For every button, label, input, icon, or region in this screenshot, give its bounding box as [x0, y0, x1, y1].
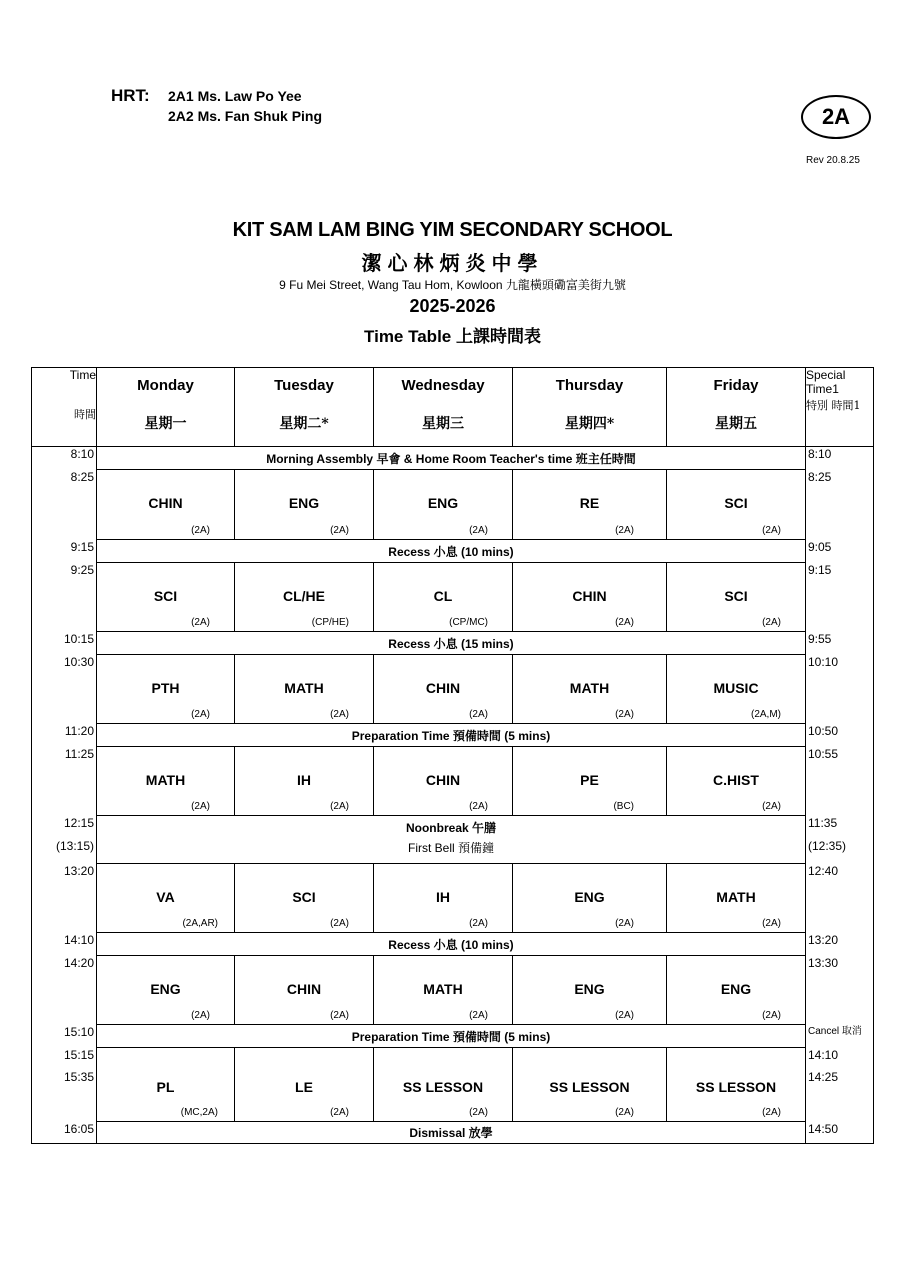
special-time-cell: 9:05 — [806, 540, 874, 563]
time-cell: 10:15 — [32, 632, 97, 655]
timetable-title: Time Table 上課時間表 — [364, 327, 541, 346]
lesson-cell: SCI (2A) — [667, 563, 806, 632]
special-time-cell: 11:35 — [806, 816, 874, 839]
special-time-cell: 10:50 — [806, 724, 874, 747]
lesson-cell: ENG (2A) — [374, 470, 513, 540]
lesson-cell: VA (2A,AR) — [97, 864, 235, 933]
period-row — [32, 655, 874, 724]
special-time-cell: (12:35) — [806, 839, 874, 864]
hrt-teacher-2: 2A2 Ms. Fan Shuk Ping — [168, 108, 323, 124]
time-cell: 12:15 — [32, 816, 97, 839]
period-row — [32, 747, 874, 816]
special-time-cell — [806, 1048, 874, 1122]
period-row — [32, 864, 874, 933]
recess-banner: Recess 小息 (10 mins) — [97, 540, 806, 563]
lesson-cell: RE (2A) — [513, 470, 667, 540]
school-address: 9 Fu Mei Street, Wang Tau Hom, Kowloon 九龍橫頭磡富美街九號 — [279, 278, 626, 292]
hrt-label: HRT: — [111, 86, 150, 105]
lesson-cell: SS LESSON (2A) — [374, 1048, 513, 1122]
special-time-cell: 12:40 — [806, 864, 874, 933]
lesson-cell: LE (2A) — [235, 1048, 374, 1122]
recess-row — [32, 933, 874, 956]
special-header-zh: 特別 時間1 — [806, 399, 861, 412]
noonbreak-row — [32, 816, 874, 839]
period-row — [32, 563, 874, 632]
time-header — [32, 368, 97, 447]
school-name-en: KIT SAM LAM BING YIM SECONDARY SCHOOL — [232, 219, 673, 241]
time-cell: 8:25 — [32, 470, 97, 540]
time-start: 15:15 — [63, 1047, 94, 1062]
lesson-cell: SS LESSON (2A) — [667, 1048, 806, 1122]
lesson-cell: ENG (2A) — [513, 956, 667, 1025]
special-time-cell: 8:10 — [806, 447, 874, 470]
time-cell: 8:10 — [32, 447, 97, 470]
noonbreak-banner: Noonbreak 午膳 — [97, 816, 806, 839]
class-badge: 2A — [801, 95, 871, 139]
special-time-cell: 13:20 — [806, 933, 874, 956]
special-time-header — [806, 368, 874, 447]
recess-row — [32, 632, 874, 655]
day-header-friday: Friday 星期五 — [667, 368, 806, 447]
day-header-wednesday: Wednesday 星期三 — [374, 368, 513, 447]
period-row — [32, 470, 874, 540]
lesson-cell: CHIN (2A) — [235, 956, 374, 1025]
lesson-cell: IH (2A) — [374, 864, 513, 933]
time-cell: 9:25 — [32, 563, 97, 632]
lesson-cell: CHIN (2A) — [374, 747, 513, 816]
time-cell: 11:20 — [32, 724, 97, 747]
lesson-cell: CHIN (2A) — [97, 470, 235, 540]
special-time-cell: Cancel 取消 — [806, 1025, 874, 1048]
special-time-cell: 8:25 — [806, 470, 874, 540]
time-cell: 14:10 — [32, 933, 97, 956]
day-header-monday: Monday 星期一 — [97, 368, 235, 447]
first-bell-row — [32, 839, 874, 864]
time-cell: 9:15 — [32, 540, 97, 563]
preparation-banner: Preparation Time 預備時間 (5 mins) — [97, 724, 806, 747]
special-time-cell: 10:10 — [806, 655, 874, 724]
header-row — [32, 368, 874, 447]
lesson-cell: MATH (2A) — [513, 655, 667, 724]
lesson-cell: C.HIST (2A) — [667, 747, 806, 816]
first-bell-banner: First Bell 預備鐘 — [97, 839, 806, 864]
lesson-cell: MUSIC (2A,M) — [667, 655, 806, 724]
lesson-cell: CL (CP/MC) — [374, 563, 513, 632]
preparation-row — [32, 724, 874, 747]
lesson-cell: CHIN (2A) — [374, 655, 513, 724]
time-cell: (13:15) — [32, 839, 97, 864]
time-cell: 16:05 — [32, 1122, 97, 1144]
time-cell: 10:30 — [32, 655, 97, 724]
lesson-cell: ENG (2A) — [513, 864, 667, 933]
preparation-row — [32, 1025, 874, 1048]
lesson-cell: PE (BC) — [513, 747, 667, 816]
special-time-lesson-start: 14:25 — [808, 1069, 839, 1084]
lesson-cell: IH (2A) — [235, 747, 374, 816]
special-time-cell: 10:55 — [806, 747, 874, 816]
lesson-cell: CL/HE (CP/HE) — [235, 563, 374, 632]
time-cell: 11:25 — [32, 747, 97, 816]
assembly-row — [32, 447, 874, 470]
preparation-banner: Preparation Time 預備時間 (5 mins) — [97, 1025, 806, 1048]
lesson-cell: ENG (2A) — [97, 956, 235, 1025]
lesson-cell: MATH (2A) — [374, 956, 513, 1025]
special-time-cell: 9:15 — [806, 563, 874, 632]
dismissal-banner: Dismissal 放學 — [97, 1122, 806, 1144]
time-cell: 15:10 — [32, 1025, 97, 1048]
recess-row — [32, 540, 874, 563]
time-cell: 14:20 — [32, 956, 97, 1025]
lesson-cell: PTH (2A) — [97, 655, 235, 724]
lesson-cell: SCI (2A) — [235, 864, 374, 933]
lesson-cell: SCI (2A) — [97, 563, 235, 632]
recess-banner: Recess 小息 (15 mins) — [97, 632, 806, 655]
timetable — [31, 367, 874, 1144]
day-header-thursday: Thursday 星期四* — [513, 368, 667, 447]
hrt-teachers — [168, 86, 322, 126]
time-lesson-start: 15:35 — [63, 1069, 94, 1084]
special-time-cell: 9:55 — [806, 632, 874, 655]
special-header-en: Special Time1 — [806, 368, 846, 396]
school-year: 2025-2026 — [409, 296, 496, 316]
special-time-start: 14:10 — [808, 1047, 839, 1062]
lesson-cell: ENG (2A) — [667, 956, 806, 1025]
lesson-cell: MATH (2A) — [667, 864, 806, 933]
lesson-cell: ENG (2A) — [235, 470, 374, 540]
lesson-cell: SS LESSON (2A) — [513, 1048, 667, 1122]
time-cell — [32, 1048, 97, 1122]
lesson-cell: CHIN (2A) — [513, 563, 667, 632]
assembly-banner: Morning Assembly 早會 & Home Room Teacher's time 班主任時間 — [97, 447, 806, 470]
time-header-zh: 時間 — [74, 408, 96, 421]
lesson-cell: SCI (2A) — [667, 470, 806, 540]
hrt-teacher-1: 2A1 Ms. Law Po Yee — [168, 88, 302, 104]
period-row — [32, 956, 874, 1025]
special-time-cell: 14:50 — [806, 1122, 874, 1144]
time-header-en: Time — [69, 368, 96, 382]
time-cell: 13:20 — [32, 864, 97, 933]
lesson-cell: PL (MC,2A) — [97, 1048, 235, 1122]
revision-note: Rev 20.8.25 — [806, 155, 860, 166]
period-row — [32, 1048, 874, 1122]
lesson-cell: MATH (2A) — [97, 747, 235, 816]
dismissal-row — [32, 1122, 874, 1144]
recess-banner: Recess 小息 (10 mins) — [97, 933, 806, 956]
lesson-cell: MATH (2A) — [235, 655, 374, 724]
day-header-tuesday: Tuesday 星期二* — [235, 368, 374, 447]
special-time-cell: 13:30 — [806, 956, 874, 1025]
school-name-zh: 潔心林炳炎中學 — [361, 251, 544, 275]
